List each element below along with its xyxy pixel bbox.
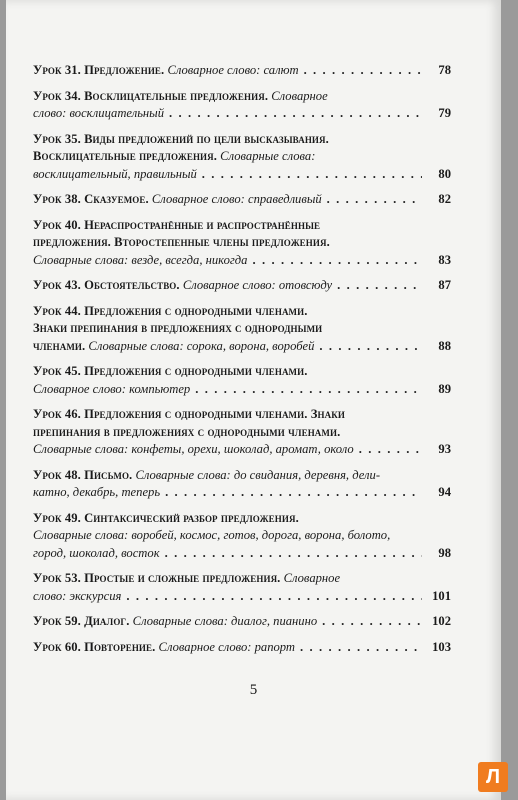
toc-line-text [33,217,320,235]
toc-line-text [33,441,354,459]
vocabulary-words: Словарное слово: салют [167,63,299,77]
toc-entry[interactable] [33,406,451,459]
vocabulary-words: Словарное слово: отовсюду [182,278,333,292]
toc-entry[interactable] [33,191,451,209]
toc-entry-line [33,105,451,123]
toc-entry-line [33,441,451,459]
lesson-topic: Предложение. [84,63,165,77]
dot-leader [304,62,422,80]
toc-line-text [33,252,247,270]
toc-line-text [33,613,317,631]
toc-entry-line [33,131,451,149]
toc-page-number: 78 [438,63,451,77]
toc-entry[interactable] [33,570,451,605]
toc-entry-line [33,166,451,184]
page-number: 5 [249,682,258,698]
lesson-number: Урок 40. [33,217,81,232]
lesson-topic: Восклицательные предложения. [33,149,218,163]
lesson-number: Урок 48. [33,467,81,482]
vocabulary-words: Словарное слово: рапорт [158,639,296,654]
lesson-number: Урок 35. [33,131,81,146]
lesson-topic: Сказуемое. [84,192,149,206]
publisher-logo-badge: Л [478,762,508,792]
toc-entry-line [33,320,451,338]
toc-entry-line [33,363,451,381]
toc-entry[interactable] [33,62,451,80]
toc-entry-line [33,234,451,252]
toc-entry-line [33,484,451,502]
dot-leader [165,545,422,563]
toc-page-number: 103 [432,639,451,654]
dot-leader [319,338,422,356]
lesson-topic: Предложения с однородными членами. [84,303,308,318]
toc-line-text [33,105,164,123]
toc-entry-line [33,277,451,295]
toc-entry[interactable] [33,277,451,295]
toc-entry-line [33,381,451,399]
lesson-number: Урок 31. [33,63,81,77]
toc-line-text [33,131,329,149]
lesson-topic: Виды предложений по цели высказывания. [84,131,329,146]
toc-entry-line [33,527,451,545]
vocabulary-words: Словарные слова: воробей, космос, готов, дорога, ворона, болото, [33,528,391,542]
toc-entry-line [33,252,451,270]
toc-entry[interactable] [33,613,451,631]
toc-entry-line [33,639,451,657]
toc-entry-line [33,148,451,166]
dot-leader [202,166,422,184]
lesson-topic: Обстоятельство. [84,278,180,292]
toc-line-text [33,467,380,485]
toc-line-text [33,338,314,356]
vocabulary-words: слово: экскурсия [33,588,122,603]
toc-page-number: 98 [438,545,451,560]
vocabulary-words: Словарное [283,571,341,585]
toc-page-number: 102 [432,614,451,628]
vocabulary-words: Словарные слова: конфеты, орехи, шоколад, аромат, около [33,442,354,456]
lesson-number: Урок 34. [33,88,81,103]
toc-line-text [33,234,330,252]
dot-leader [169,105,422,123]
toc-line-text [33,527,390,545]
lesson-topic: Предложения с однородными членами. [84,364,308,378]
lesson-topic: Простые и сложные предложения. [84,571,281,585]
vocabulary-words: Словарные слова: [220,149,316,163]
dot-leader [126,588,422,606]
lesson-topic: Синтаксический разбор предложения. [84,510,299,525]
toc-line-text [33,363,308,381]
toc-line-text [33,484,160,502]
dot-leader [165,484,422,502]
vocabulary-words: Словарные слова: диалог, пианино [132,614,318,628]
toc-entry[interactable] [33,131,451,184]
lesson-topic: Письмо. [84,467,133,482]
toc-entry-line [33,613,451,631]
vocabulary-words: Словарные слова: везде, всегда, никогда [33,252,248,267]
toc-page-number: 79 [438,106,451,120]
book-page [6,0,501,800]
toc-entry[interactable] [33,217,451,270]
toc-entry-line [33,545,451,563]
lesson-topic: Нераспространённые и распространённые [84,217,321,232]
lesson-topic: Предложения с однородными членами. Знаки [84,407,345,421]
vocabulary-words: слово: восклицательный [33,106,165,120]
toc-entry-line [33,406,451,424]
toc-line-text [33,588,121,606]
toc-line-text [33,303,308,321]
toc-entry-line [33,467,451,485]
toc-entry[interactable] [33,467,451,502]
lesson-number: Урок 38. [33,192,81,206]
vocabulary-words: Словарное слово: справедливый [151,192,322,206]
toc-line-text [33,320,322,338]
toc-entry[interactable] [33,639,451,657]
lesson-number: Урок 49. [33,510,81,525]
toc-entry[interactable] [33,510,451,563]
vocabulary-words: Словарное [271,88,328,103]
toc-line-text [33,88,328,106]
toc-line-text [33,570,340,588]
vocabulary-words: город, шоколад, восток [33,545,160,560]
toc-page-number: 88 [438,338,451,353]
dot-leader [300,639,422,657]
dot-leader [337,277,422,295]
toc-entry-line [33,338,451,356]
vocabulary-words: Словарные слова: до свидания, деревня, дели- [135,467,381,482]
toc-page-number: 89 [438,381,451,396]
lesson-topic: Восклицательные предложения. [84,88,269,103]
vocabulary-words: Словарное слово: компьютер [33,381,191,396]
vocabulary-words: Словарные слова: сорока, ворона, воробей [88,338,315,353]
toc-entry-line [33,570,451,588]
toc-entry-line [33,88,451,106]
dot-leader [327,191,422,209]
lesson-number: Урок 59. [33,614,81,628]
lesson-topic: препинания в предложениях с однородными членами. [33,424,341,439]
lesson-number: Урок 43. [33,278,81,292]
lesson-number: Урок 46. [33,407,81,421]
toc-page-number: 101 [432,588,451,603]
toc-page-number: 83 [438,252,451,267]
toc-entry-line [33,191,451,209]
toc-entry[interactable] [33,88,451,123]
toc-line-text [33,277,332,295]
lesson-topic: предложения. Второстепенные члены предложения. [33,235,330,249]
toc-line-text [33,191,322,209]
toc-page-number: 87 [438,278,451,292]
toc-line-text [33,166,197,184]
toc-line-text [33,545,160,563]
toc-entry-line [33,62,451,80]
vocabulary-words: катно, декабрь, теперь [33,485,161,499]
dot-leader [195,381,422,399]
lesson-topic: членами. [33,338,86,353]
table-of-contents [33,62,451,664]
toc-entry-line [33,510,451,528]
toc-entry[interactable] [33,303,451,356]
toc-entry[interactable] [33,363,451,398]
lesson-topic: Повторение. [84,639,156,654]
toc-page-number: 94 [438,485,451,499]
lesson-number: Урок 60. [33,639,81,654]
dot-leader [252,252,422,270]
lesson-topic: Знаки препинания в предложениях с однородными [33,321,323,335]
lesson-number: Урок 45. [33,364,81,378]
dot-leader [359,441,422,459]
lesson-topic: Диалог. [84,614,130,628]
toc-line-text [33,381,190,399]
lesson-number: Урок 53. [33,571,81,585]
toc-line-text [33,639,295,657]
toc-line-text [33,62,299,80]
toc-entry-line [33,217,451,235]
toc-page-number: 80 [438,166,451,181]
toc-line-text [33,148,315,166]
toc-line-text [33,510,299,528]
toc-line-text [33,424,340,442]
toc-entry-line [33,303,451,321]
toc-line-text [33,406,345,424]
lesson-number: Урок 44. [33,303,81,318]
toc-entry-line [33,424,451,442]
dot-leader [322,613,422,631]
toc-page-number: 82 [438,192,451,206]
toc-entry-line [33,588,451,606]
toc-page-number: 93 [438,442,451,456]
vocabulary-words: восклицательный, правильный [33,166,197,181]
